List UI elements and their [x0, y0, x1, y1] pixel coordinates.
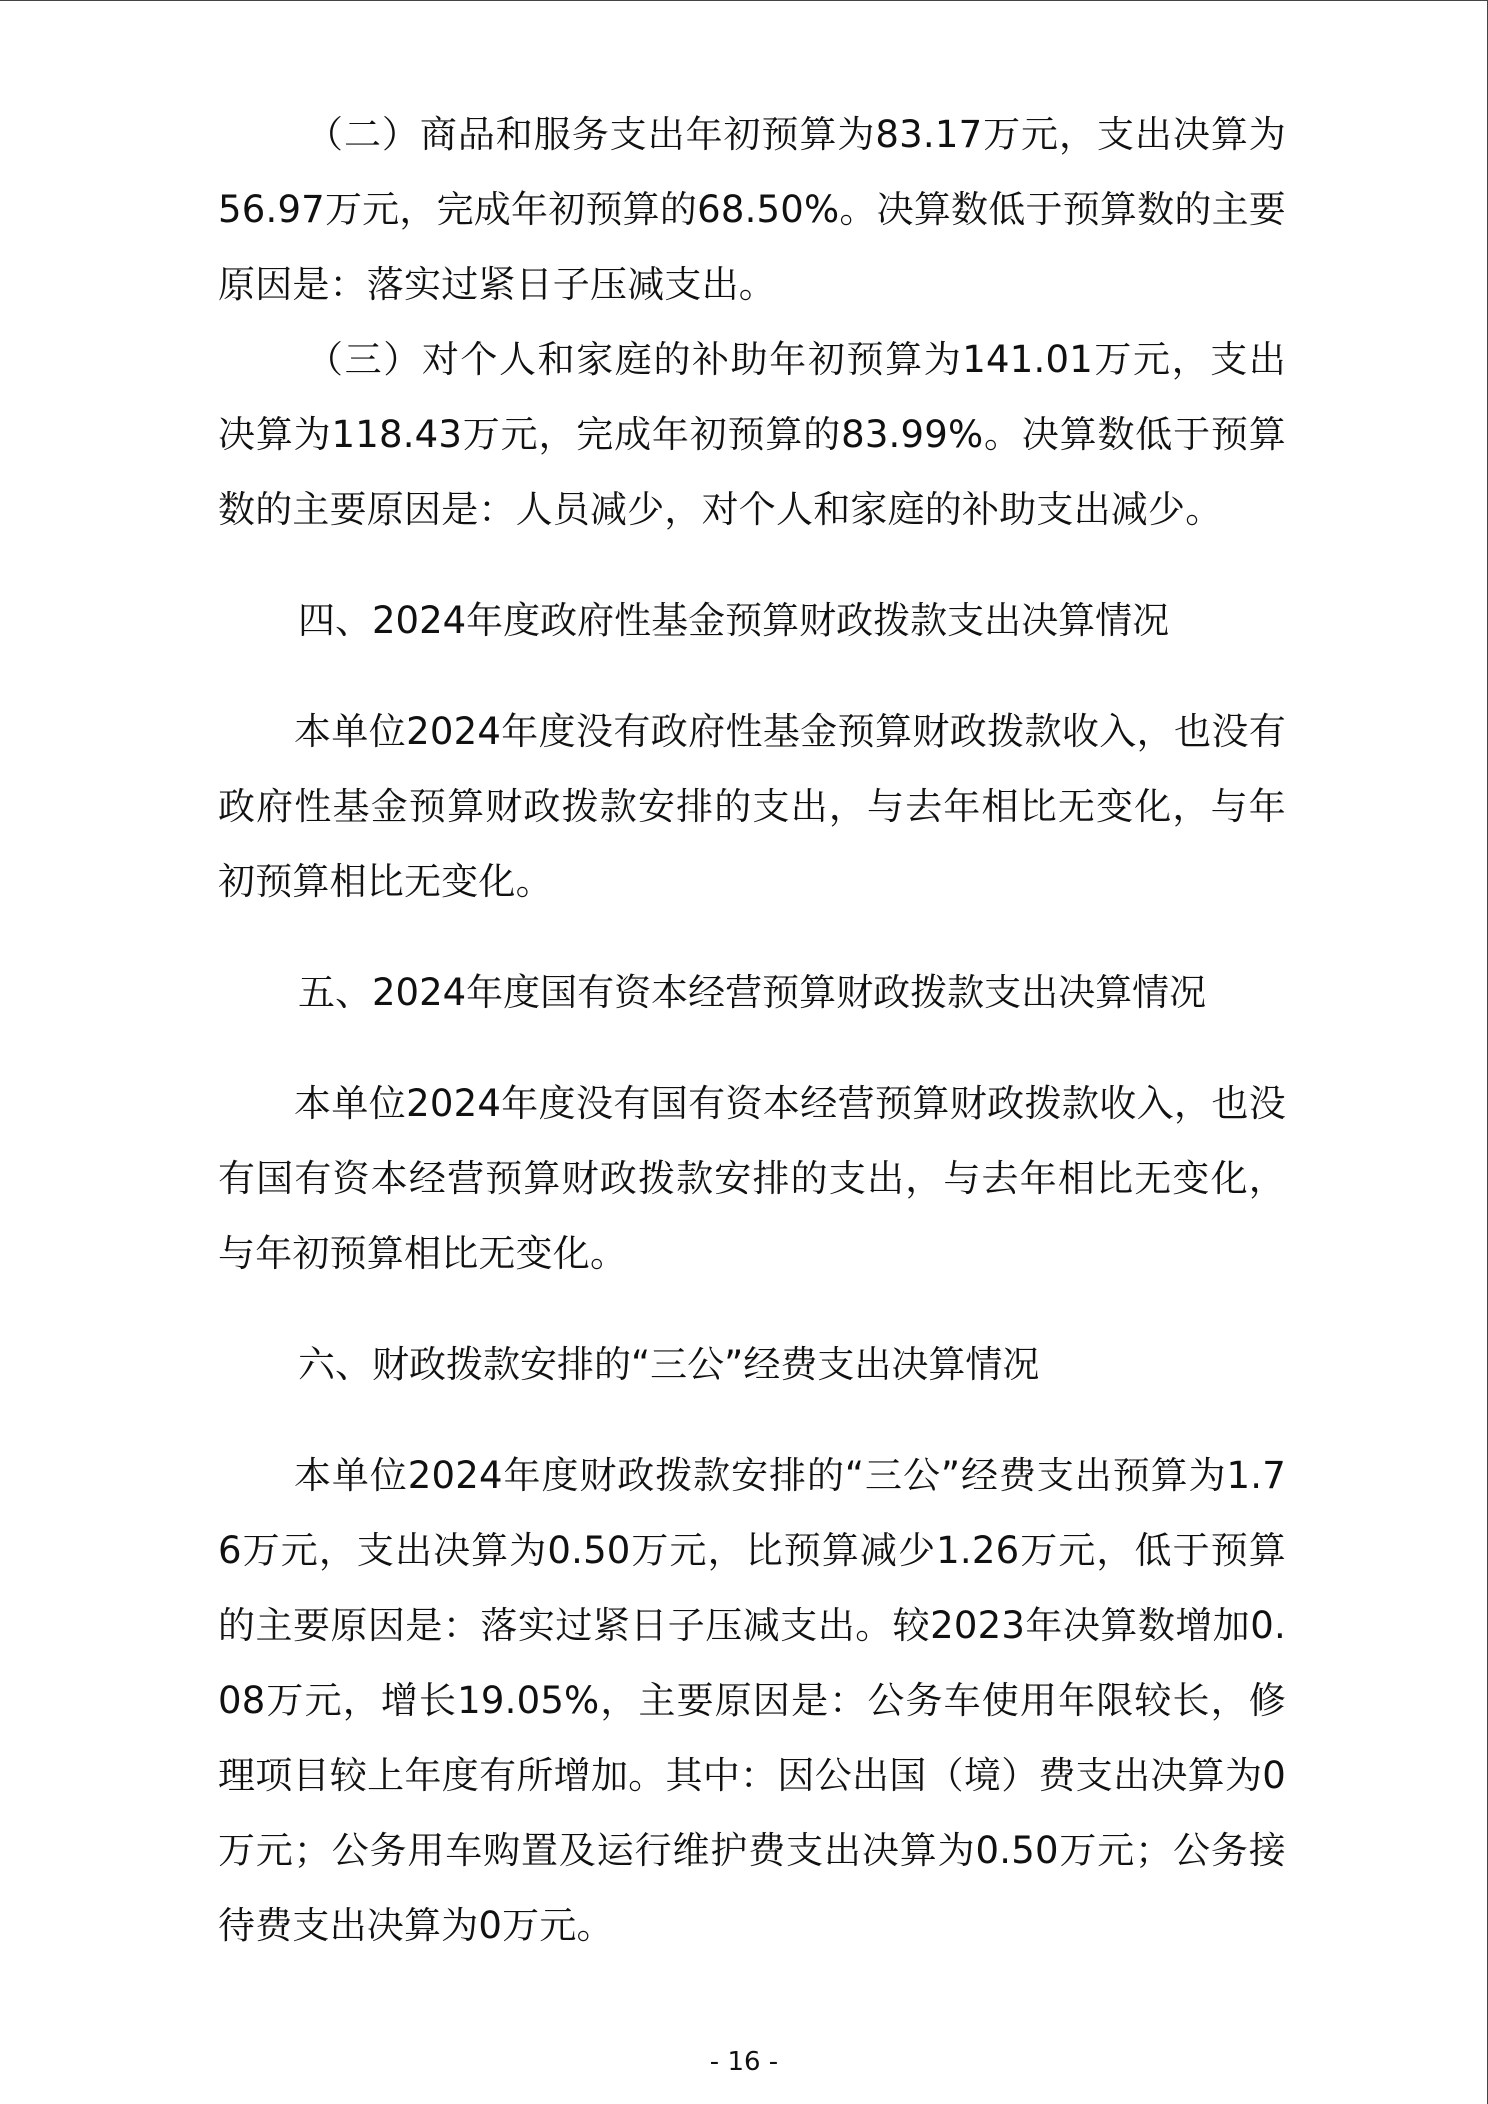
paragraph-government-fund: 本单位2024年度没有政府性基金预算财政拨款收入，也没有政府性基金预算财政拨款安排的支出，与去年相比无变化，与年初预算相比无变化。: [218, 710, 1286, 903]
section-heading-5: 五、2024年度国有资本经营预算财政拨款支出决算情况: [298, 971, 1207, 1014]
paragraph-state-capital: 本单位2024年度没有国有资本经营预算财政拨款收入，也没有国有资本经营预算财政拨款安排的支出，与去年相比无变化，与年初预算相比无变化。: [218, 1082, 1286, 1275]
document-body: [218, 97, 1286, 1963]
paragraph-three-public-expenses: 本单位2024年度财政拨款安排的“三公”经费支出预算为1.76万元，支出决算为0.50万元，比预算减少1.26万元，低于预算的主要原因是：落实过紧日子压减支出。较2023年决算数增加0.08万元，增长19.05%，主要原因是：公务车使用年限较长，修理项目较上年度有所增加。其中：因公出国（境）费支出决算为0万元；公务用车购置及运行维护费支出决算为0.50万元；公务接待费支出决算为0万元。: [218, 1454, 1286, 1947]
page-number: - 16 -: [709, 2047, 779, 2077]
paragraph-goods-services: （二）商品和服务支出年初预算为83.17万元，支出决算为56.97万元，完成年初预算的68.50%。决算数低于预算数的主要原因是：落实过紧日子压减支出。: [218, 113, 1286, 306]
section-heading-4: 四、2024年度政府性基金预算财政拨款支出决算情况: [298, 599, 1170, 642]
section-heading-6: 六、财政拨款安排的“三公”经费支出决算情况: [298, 1343, 1040, 1386]
paragraph-household-subsidy: （三）对个人和家庭的补助年初预算为141.01万元，支出决算为118.43万元，完成年初预算的83.99%。决算数低于预算数的主要原因是：人员减少，对个人和家庭的补助支出减少。: [218, 338, 1286, 531]
